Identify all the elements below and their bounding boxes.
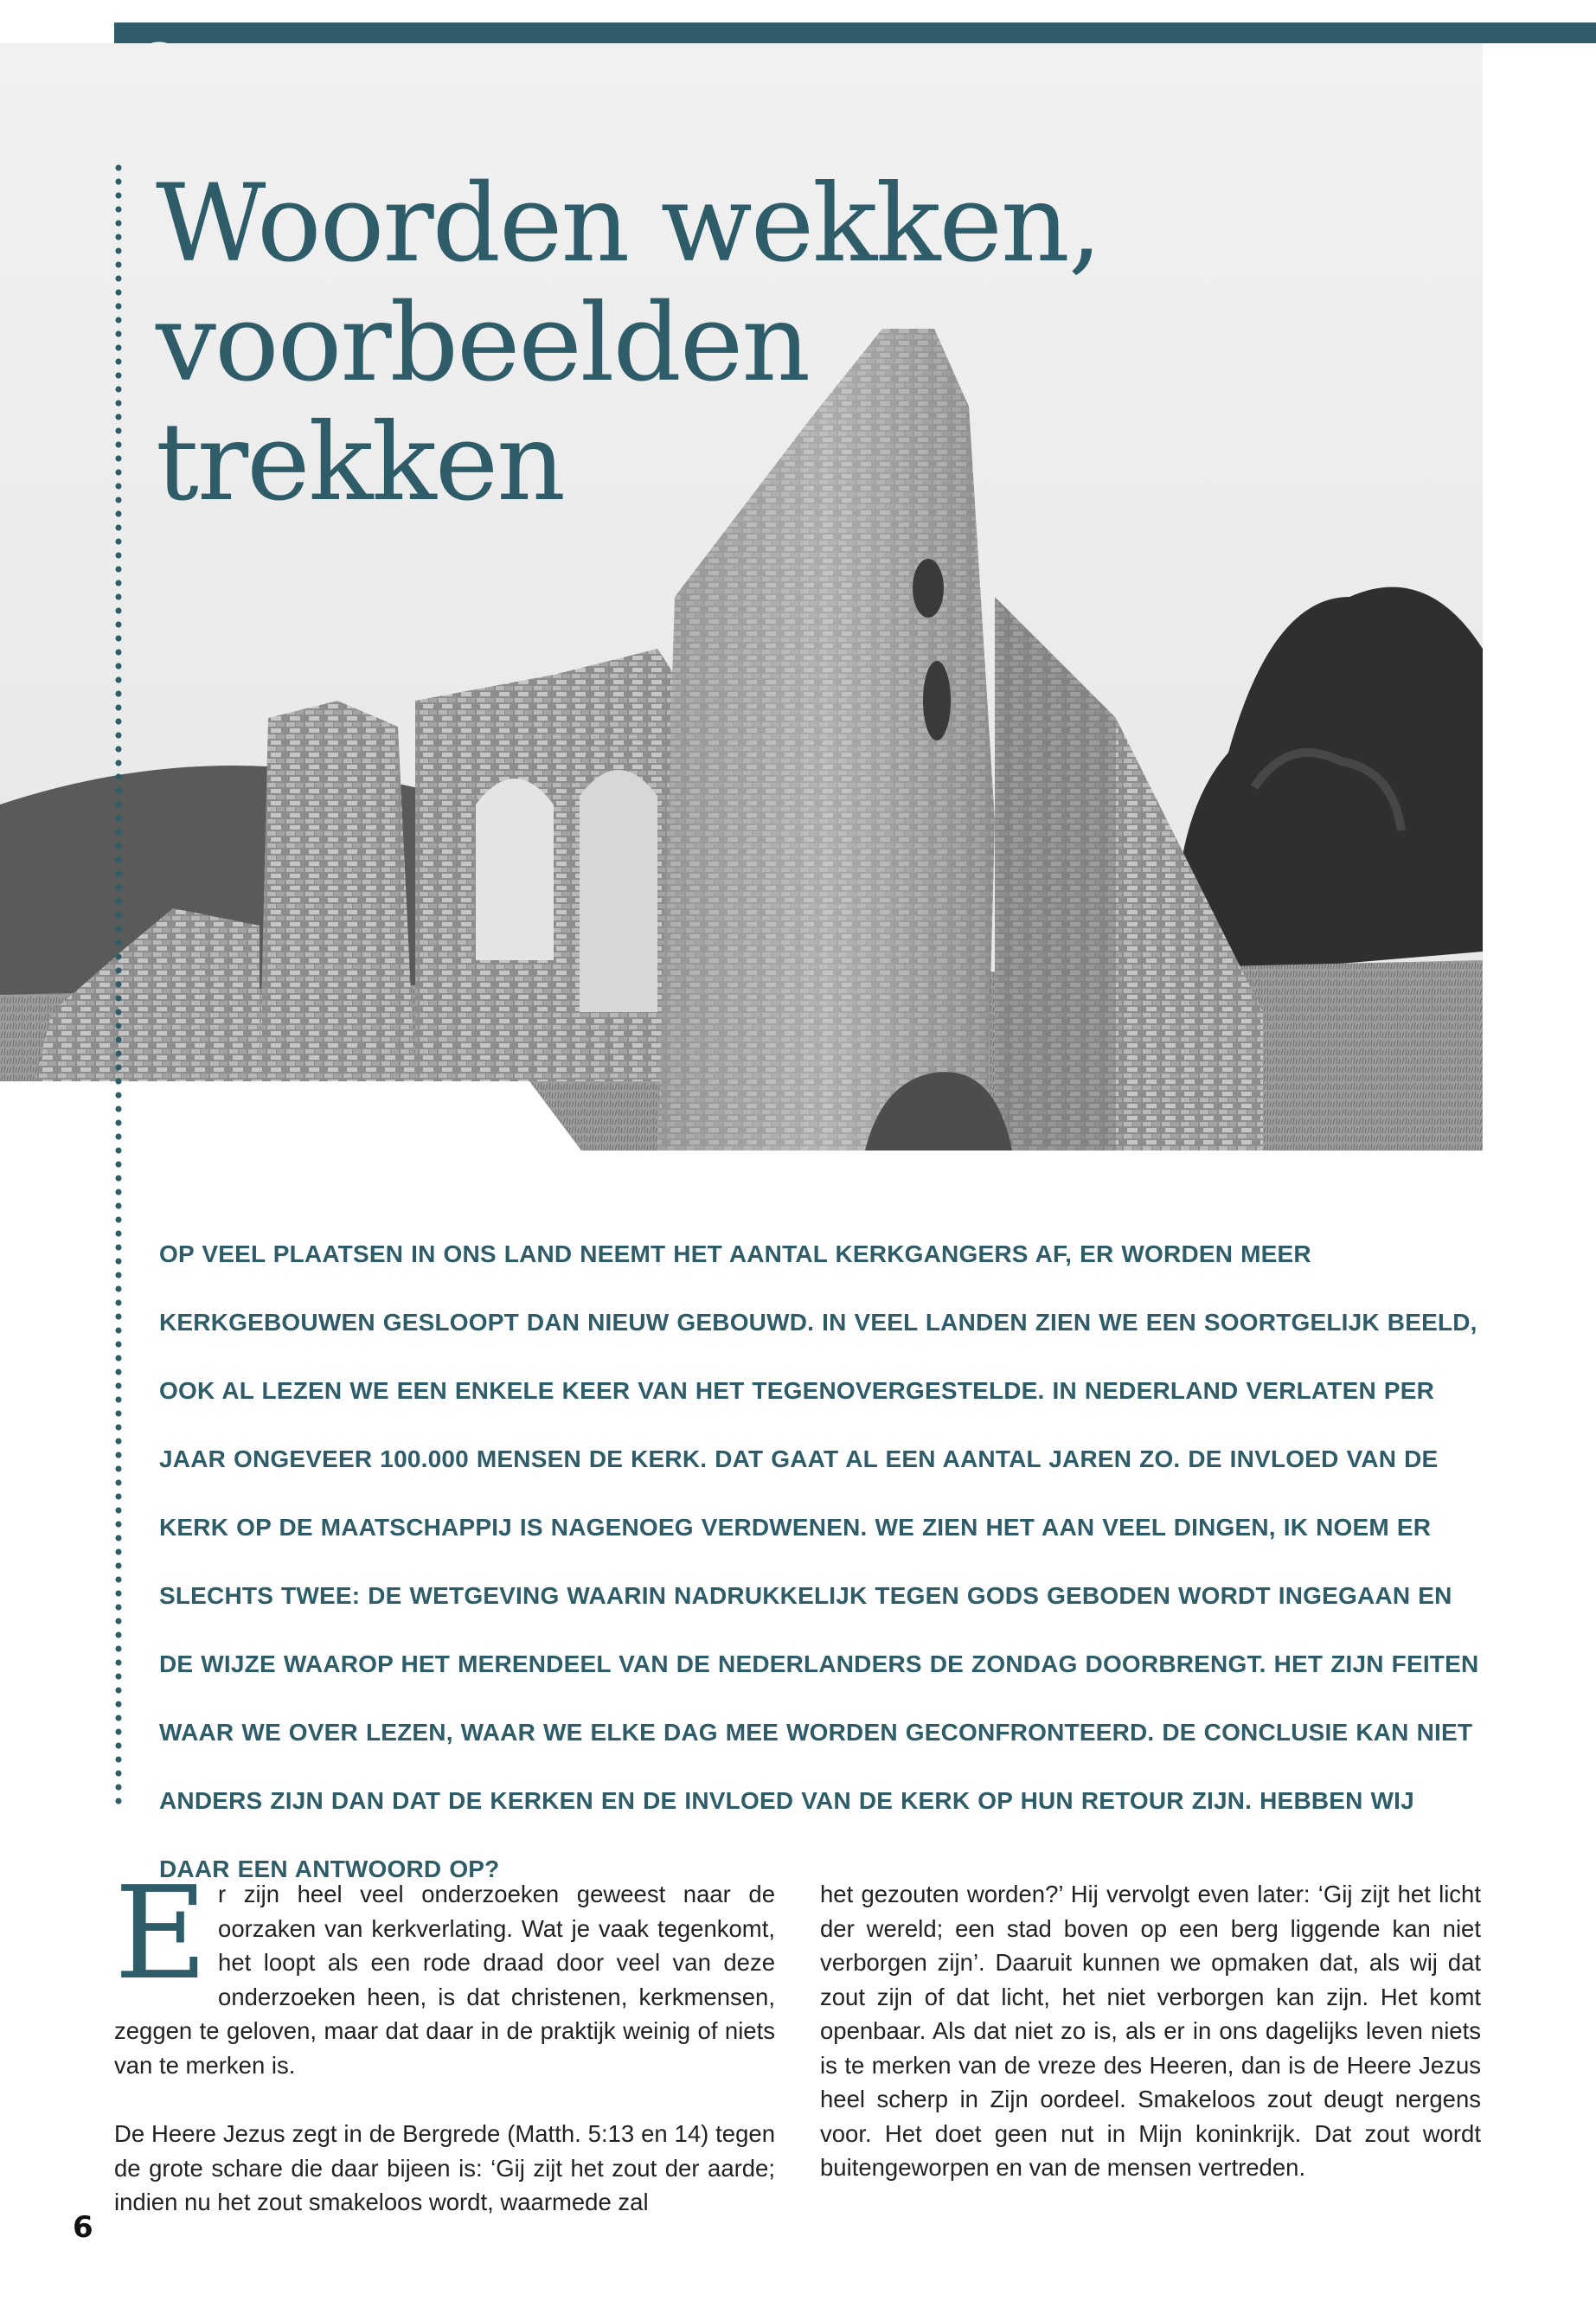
- dotted-rule: [115, 161, 122, 1804]
- body-paragraph-3: het gezouten worden?’ Hij vervolgt even later: ‘Gij zijt het licht der wereld; een stad boven op een berg liggende kan niet verborgen zijn’. Daaruit kunnen we opmaken dat, als wij dat zout zijn of dat licht, het niet verborgen kan zijn. Het komt openbaar. Als dat niet zo is, als er in ons dagelijks leven niets is te merken van de vreze des Heeren, dan is de Heere Jezus heel scherp in Zijn oordeel. Smakeloos zout deugt nergens voor. Het doet geen nut in Mijn koninkrijk. Dat zout wordt buitengeworpen en van de mensen vertreden.: [820, 1881, 1481, 2181]
- headline-line-3: trekken: [156, 401, 565, 525]
- top-rule: [744, 22, 1596, 43]
- body-paragraph-1: [114, 1859, 775, 2082]
- page-number: 6: [73, 2210, 93, 2245]
- dropcap: E: [114, 1859, 208, 2008]
- headline-line-1: Woorden wekken,: [156, 162, 1101, 286]
- body-paragraph-2: De Heere Jezus zegt in de Bergrede (Matth. 5:13 en 14) tegen de grote schare die daar bijeen is: ‘Gij zijt het zout der aarde; indien nu het zout smakeloos wordt, waarmede zal: [114, 2120, 775, 2215]
- intro-paragraph: OP VEEL PLAATSEN IN ONS LAND NEEMT HET AANTAL KERKGANGERS AF, ER WORDEN MEER KERKGEBOUWEN GESLOOPT DAN NIEUW GEBOUWD. IN VEEL LANDEN ZIEN WE EEN SOORTGELIJK BEELD, OOK AL LEZEN WE EEN ENKELE KEER VAN HET TEGENOVERGESTELDE. IN NEDERLAND VERLATEN PER JAAR ONGEVEER 100.000 MENSEN DE KERK. DAT GAAT AL EEN AANTAL JAREN ZO. DE INVLOED VAN DE KERK OP DE MAATSCHAPPIJ IS NAGENOEG VERDWENEN. WE ZIEN HET AAN VEEL DINGEN, IK NOEM ER SLECHTS TWEE: DE WETGEVING WAARIN NADRUKKELIJK TEGEN GODS GEBODEN WORDT INGEGAAN EN DE WIJZE WAAROP HET MERENDEEL VAN DE NEDERLANDERS DE ZONDAG DOORBRENGT. HET ZIJN FEITEN WAAR WE OVER LEZEN, WAAR WE ELKE DAG MEE WORDEN GECONFRONTEERD. DE CONCLUSIE KAN NIET ANDERS ZIJN DAN DAT DE KERKEN EN DE INVLOED VAN DE KERK OP HUN RETOUR ZIJN. HEBBEN WIJ DAAR EEN ANTWOORD OP?: [159, 1240, 1479, 1882]
- body-column-right: [820, 1877, 1481, 2220]
- body-column-left: [114, 1859, 775, 2254]
- headline-line-2: voorbeelden: [156, 281, 810, 406]
- body-paragraph-1-text: r zijn heel veel onderzoeken geweest naar de oorzaken van kerkverlating. Wat je vaak tegenkomt, het loopt als een rode draad door veel van deze onderzoeken heen, is dat christenen, kerkmensen, zeggen te geloven, maar dat daar in de praktijk weinig of niets van te merken is.: [114, 1881, 775, 2079]
- headline: [156, 162, 1194, 525]
